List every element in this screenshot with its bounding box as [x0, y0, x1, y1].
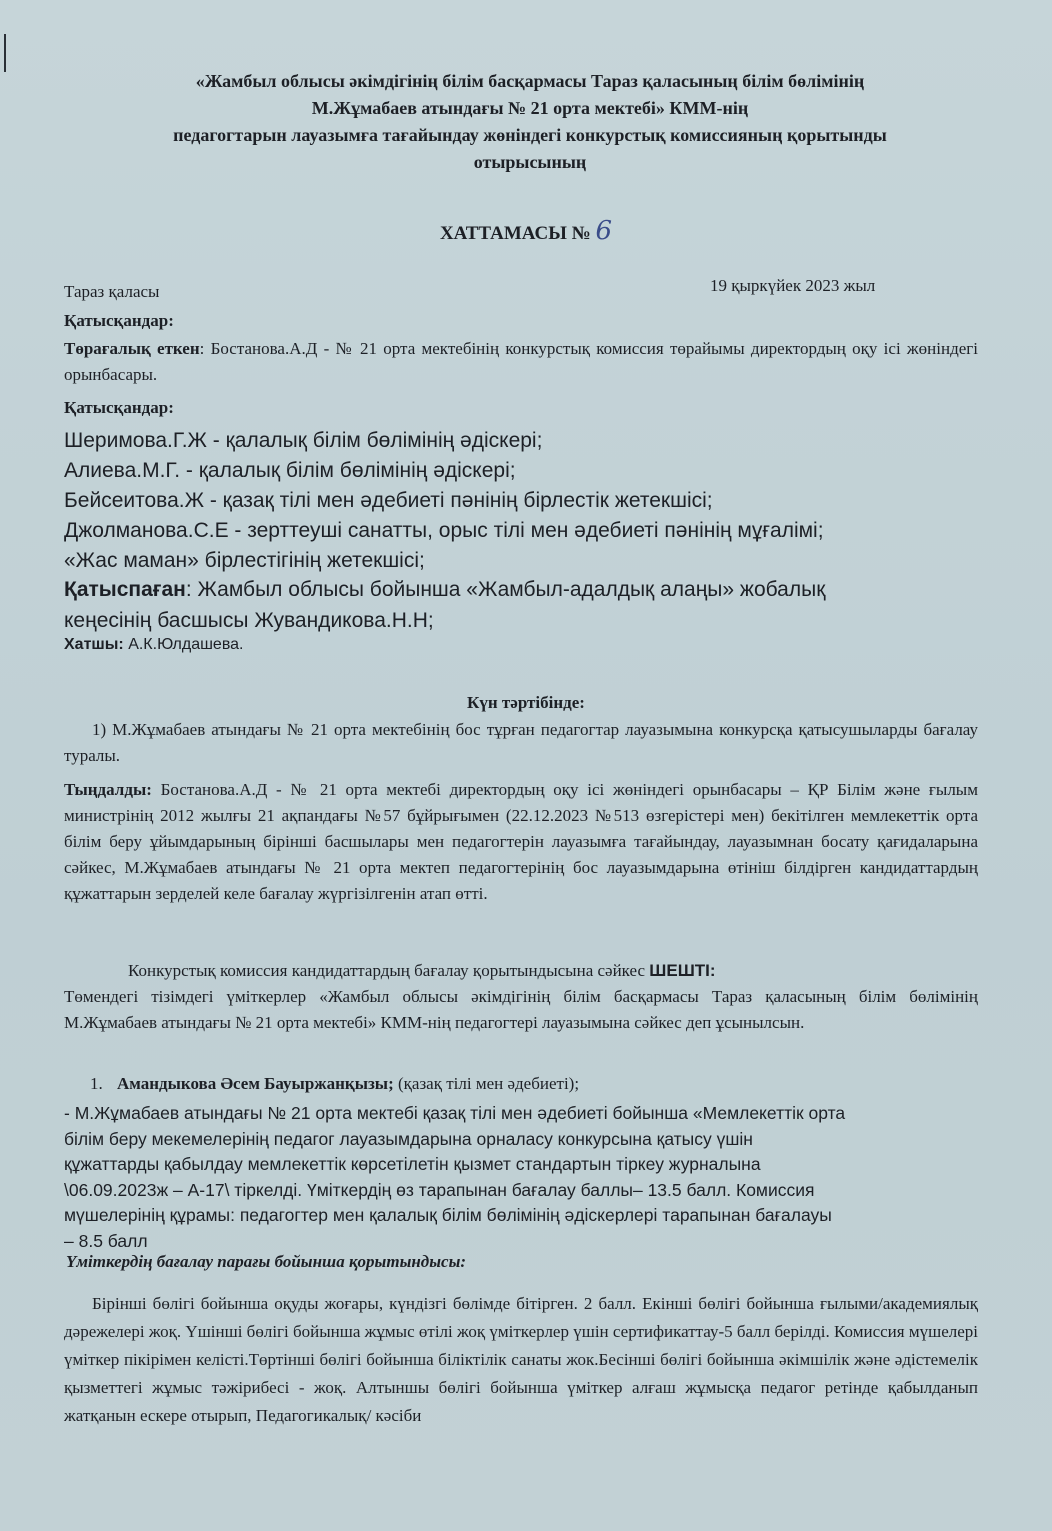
participant-item: Шеримова.Г.Ж - қалалық білім бөлімінің әдіскері; [64, 429, 543, 452]
header-line-4: отырысының [473, 152, 587, 172]
participant-item: Джолманова.С.Е - зерттеуші санатты, орыс тілі мен әдебиеті пәнінің мұғалімі; [64, 519, 824, 542]
document-header [60, 68, 1000, 176]
header-line-1: «Жамбыл облысы әкімдігінің білім басқармасы Тараз қаласының білім бөлімінің [195, 71, 865, 91]
chair-text: : Бостанова.А.Д - № 21 орта мектебінің конкурстық комиссия төрайымы директордың оқу ісі жөніндегі орынбасары. [64, 339, 978, 384]
decision-text: Төмендегі тізімдегі үміткерлер «Жамбыл облысы әкімдігінің білім басқармасы Тараз қаласының білім бөлімінің М.Жұмабаев атындағы № 21 орта мектебі» КММ-нің педагогтері лауазымына сәйкес деп ұсынылсын. [64, 987, 978, 1032]
candidate-heading [64, 1074, 579, 1094]
header-line-2: М.Жұмабаев атындағы № 21 орта мектебі» КММ-нің [311, 98, 749, 118]
candidate-detail-line: \06.09.2023ж – А-17\ тіркелді. Үміткердің өз тарапынан бағалау баллы– 13.5 балл. Комиссия [64, 1179, 815, 1200]
secretary-name: А.К.Юлдашева. [128, 636, 244, 653]
candidate-details [64, 1101, 845, 1255]
evaluation-text: Бірінші бөлігі бойынша оқуды жоғары, күндізгі бөлімде бітірген. 2 балл. Екінші бөлігі бойынша ғылыми/академиялық дәрежелері жоқ. Үшінші бөлігі бойынша жұмыс өтілі жоқ үміткерлер үшін сертификаттау-5 балл берілді. Комиссия мүшелері үміткер пікірімен келісті.Төртінші бөлігі бойынша біліктілік санаты жок.Бесінші бөлігі бойынша әкімшілік және әдістемелік қызметтегі жұмыс тәжірибесі - жоқ. Алтыншы бөлігі бойынша үміткер алғаш жұмысқа педагог ретінде қабылданып жатқанын ескере отырып, Педагогикалық/ кәсіби [64, 1294, 978, 1425]
candidate-detail-line: құжаттарды қабылдау мемлекеттік көрсетілетін қызмет стандартын тіркеу журналына [64, 1154, 761, 1175]
date: 19 қыркүйек 2023 жыл [710, 276, 876, 295]
participants-label-2 [64, 398, 174, 418]
secretary-label: Хатшы: [64, 636, 124, 653]
secretary [64, 636, 243, 654]
heard-label: Тыңдалды: [64, 780, 152, 799]
chair-label: Төрағалық еткен [64, 339, 200, 358]
participant-item: «Жас маман» бірлестігінің жетекшісі; [64, 549, 425, 572]
decision-intro: Конкурстық комиссия кандидаттардың бағалау қорытындысына сәйкес [128, 961, 650, 980]
participants-label-1 [64, 311, 174, 331]
title-number: 6 [595, 216, 613, 246]
place: Тараз қаласы [64, 282, 160, 301]
title-text: ХАТТАМАСЫ № [439, 223, 591, 244]
absent-line-2: кеңесінің басшысы Жувандикова.Н.Н; [64, 609, 434, 632]
heard-paragraph [64, 777, 978, 907]
edge-mark [4, 34, 6, 72]
evaluation-title [66, 1252, 466, 1272]
absent-line-1: : Жамбыл облысы бойынша «Жамбыл-адалдық алаңы» жобалық [185, 578, 826, 601]
participants-label-1-text: Қатысқандар: [64, 311, 174, 330]
candidate-detail-line: мүшелерінің құрамы: педагогтер мен қалалық білім бөлімінің әдіскерлері тарапынан бағалауы [64, 1205, 832, 1226]
header-line-3: педагогтарын лауазымға тағайындау жөніндегі конкурстық комиссияның қорытынды [173, 125, 887, 145]
agenda-item: 1) М.Жұмабаев атындағы № 21 орта мектебінің бос тұрған педагогтар лауазымына конкурсқа қатысушыларды бағалау туралы. [64, 720, 978, 765]
absent-label: Қатыспаған [64, 578, 186, 601]
chair-paragraph [64, 336, 978, 388]
heard-text: Бостанова.А.Д - № 21 орта мектебі директордың оқу ісі жөніндегі орынбасары – ҚР Білім және ғылым министрінің 2012 жылғы 21 ақпандағы №57 бұйрығымен (22.12.2023 №513 өзгерістері мен) бекітілген мемлекеттік орта білім беру ұйымдарының бірінші басшылары мен педагогтерін лауазымға тағайындау, лауазымнан босату қағидаларына сәйкес, М.Жұмабаев атындағы № 21 орта мектеп педагогтерінің бос лауазымдарына өтініш білдірген кандидаттардың құжаттарын зерделей келе бағалау жүргізілгенін атап өтті. [64, 780, 978, 903]
participants-label-2-text: Қатысқандар: [64, 398, 174, 417]
absent-paragraph [64, 574, 825, 636]
evaluation-title-text: Үміткердің бағалау парағы бойынша қорытындысы: [66, 1252, 467, 1271]
decision-keyword: ШЕШТІ: [649, 961, 716, 980]
candidate-detail-line: білім беру мекемелерінің педагог лауазымдарына орналасу конкурсына қатысу үшін [64, 1128, 753, 1149]
document-title [0, 216, 1052, 246]
candidate-subject: (қазақ тілі мен әдебиеті); [393, 1074, 580, 1093]
participants-list [64, 426, 824, 576]
candidate-name: Амандыкова Әсем Бауыржанқызы; [117, 1074, 394, 1093]
decision-paragraph [64, 958, 978, 1036]
agenda-title: Күн тәртібінде: [467, 693, 585, 712]
candidate-number: 1. [90, 1074, 103, 1093]
participant-item: Алиева.М.Г. - қалалық білім бөлімінің әдіскері; [64, 459, 516, 482]
candidate-detail-line: - М.Жұмабаев атындағы № 21 орта мектебі қазақ тілі мен әдебиеті бойынша «Мемлекеттік орта [64, 1103, 846, 1123]
participant-item: Бейсеитова.Ж - қазақ тілі мен әдебиеті пәнінің бірлестік жетекшісі; [64, 489, 713, 512]
candidate-detail-line: – 8.5 балл [64, 1230, 148, 1251]
